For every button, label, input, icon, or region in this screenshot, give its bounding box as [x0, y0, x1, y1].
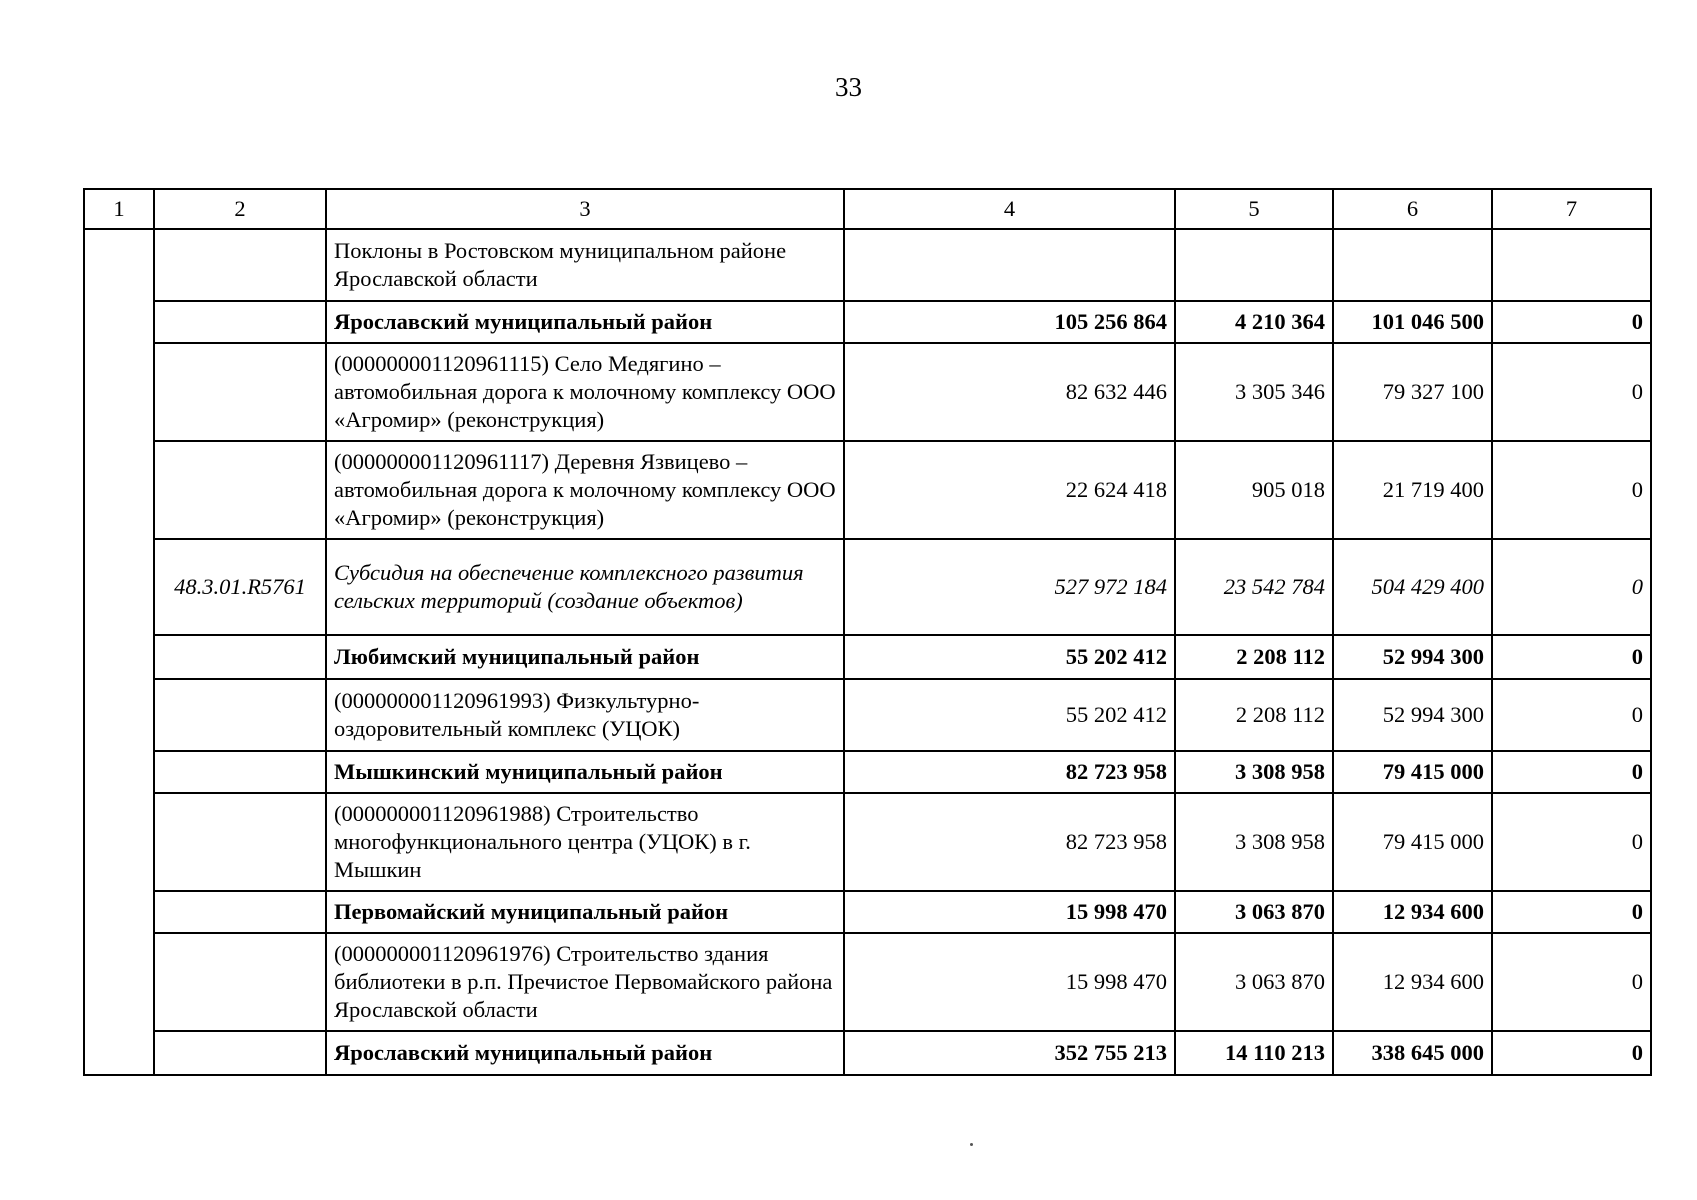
- row-number-cell: [84, 933, 154, 1031]
- amount-cell-col4: 527 972 184: [844, 539, 1175, 635]
- code-cell: [154, 635, 326, 679]
- description-cell: (000000001120961976) Строительство здания библиотеки в р.п. Пречистое Первомайского района Ярославской области: [326, 933, 844, 1031]
- table-row: [84, 229, 1651, 301]
- amount-cell-col6: 12 934 600: [1333, 891, 1492, 933]
- row-number-cell: [84, 539, 154, 635]
- amount-cell-col7: [1492, 229, 1651, 301]
- amount-cell-col6: 79 415 000: [1333, 793, 1492, 891]
- amount-cell-col4: 352 755 213: [844, 1031, 1175, 1075]
- description-cell: (000000001120961988) Строительство многофункционального центра (УЦОК) в г. Мышкин: [326, 793, 844, 891]
- amount-cell-col4: 22 624 418: [844, 441, 1175, 539]
- header-cell-5: 5: [1175, 189, 1333, 229]
- amount-cell-col7: 0: [1492, 635, 1651, 679]
- table-row: [84, 635, 1651, 679]
- row-number-cell: [84, 301, 154, 343]
- description-cell: (000000001120961117) Деревня Язвицево – автомобильная дорога к молочному комплексу ООО «Агромир» (реконструкция): [326, 441, 844, 539]
- description-cell: Поклоны в Ростовском муниципальном районе Ярославской области: [326, 229, 844, 301]
- table-row: [84, 933, 1651, 1031]
- amount-cell-col5: 3 305 346: [1175, 343, 1333, 441]
- table-row: [84, 1031, 1651, 1075]
- amount-cell-col6: 79 415 000: [1333, 751, 1492, 793]
- row-number-cell: [84, 793, 154, 891]
- code-cell: [154, 301, 326, 343]
- amount-cell-col4: 82 632 446: [844, 343, 1175, 441]
- table-row: [84, 679, 1651, 751]
- amount-cell-col5: [1175, 229, 1333, 301]
- table-row: [84, 751, 1651, 793]
- table-row: [84, 793, 1651, 891]
- table-row: [84, 891, 1651, 933]
- amount-cell-col6: 101 046 500: [1333, 301, 1492, 343]
- header-cell-2: 2: [154, 189, 326, 229]
- amount-cell-col6: 504 429 400: [1333, 539, 1492, 635]
- description-cell: (000000001120961993) Физкультурно-оздоровительный комплекс (УЦОК): [326, 679, 844, 751]
- amount-cell-col7: 0: [1492, 751, 1651, 793]
- code-cell: [154, 343, 326, 441]
- amount-cell-col4: [844, 229, 1175, 301]
- amount-cell-col7: 0: [1492, 793, 1651, 891]
- row-number-cell: [84, 751, 154, 793]
- description-cell: Ярославский муниципальный район: [326, 1031, 844, 1075]
- header-cell-4: 4: [844, 189, 1175, 229]
- amount-cell-col5: 23 542 784: [1175, 539, 1333, 635]
- code-cell: [154, 793, 326, 891]
- amount-cell-col7: 0: [1492, 1031, 1651, 1075]
- row-number-cell: [84, 891, 154, 933]
- row-number-cell: [84, 229, 154, 301]
- description-cell: Первомайский муниципальный район: [326, 891, 844, 933]
- amount-cell-col6: 52 994 300: [1333, 635, 1492, 679]
- header-cell-6: 6: [1333, 189, 1492, 229]
- code-cell: [154, 229, 326, 301]
- amount-cell-col6: 79 327 100: [1333, 343, 1492, 441]
- code-cell: [154, 441, 326, 539]
- code-cell: [154, 679, 326, 751]
- amount-cell-col5: 2 208 112: [1175, 679, 1333, 751]
- amount-cell-col5: 3 063 870: [1175, 933, 1333, 1031]
- header-cell-3: 3: [326, 189, 844, 229]
- row-number-cell: [84, 679, 154, 751]
- description-cell: Ярославский муниципальный район: [326, 301, 844, 343]
- description-cell: Мышкинский муниципальный район: [326, 751, 844, 793]
- table-header-row: [84, 189, 1651, 229]
- amount-cell-col4: 105 256 864: [844, 301, 1175, 343]
- row-number-cell: [84, 1031, 154, 1075]
- amount-cell-col7: 0: [1492, 441, 1651, 539]
- page-number: 33: [835, 72, 862, 102]
- amount-cell-col5: 3 308 958: [1175, 793, 1333, 891]
- amount-cell-col4: 15 998 470: [844, 891, 1175, 933]
- amount-cell-col7: 0: [1492, 679, 1651, 751]
- table-row: [84, 539, 1651, 635]
- amount-cell-col5: 3 308 958: [1175, 751, 1333, 793]
- amount-cell-col4: 15 998 470: [844, 933, 1175, 1031]
- row-number-cell: [84, 343, 154, 441]
- table-row: [84, 441, 1651, 539]
- amount-cell-col7: 0: [1492, 933, 1651, 1031]
- amount-cell-col4: 55 202 412: [844, 635, 1175, 679]
- table-row: [84, 343, 1651, 441]
- amount-cell-col5: 905 018: [1175, 441, 1333, 539]
- amount-cell-col5: 14 110 213: [1175, 1031, 1333, 1075]
- row-number-cell: [84, 635, 154, 679]
- table-row: [84, 301, 1651, 343]
- scan-speck: [970, 1143, 973, 1146]
- description-cell: Любимский муниципальный район: [326, 635, 844, 679]
- header-cell-7: 7: [1492, 189, 1651, 229]
- row-number-cell: [84, 441, 154, 539]
- code-cell: [154, 751, 326, 793]
- code-cell: [154, 1031, 326, 1075]
- amount-cell-col4: 55 202 412: [844, 679, 1175, 751]
- code-cell: 48.3.01.R5761: [154, 539, 326, 635]
- amount-cell-col4: 82 723 958: [844, 751, 1175, 793]
- amount-cell-col7: 0: [1492, 343, 1651, 441]
- amount-cell-col6: 338 645 000: [1333, 1031, 1492, 1075]
- amount-cell-col5: 3 063 870: [1175, 891, 1333, 933]
- amount-cell-col7: 0: [1492, 301, 1651, 343]
- description-cell: Субсидия на обеспечение комплексного развития сельских территорий (создание объектов): [326, 539, 844, 635]
- amount-cell-col6: [1333, 229, 1492, 301]
- amount-cell-col4: 82 723 958: [844, 793, 1175, 891]
- amount-cell-col7: 0: [1492, 539, 1651, 635]
- amount-cell-col7: 0: [1492, 891, 1651, 933]
- amount-cell-col6: 12 934 600: [1333, 933, 1492, 1031]
- amount-cell-col5: 2 208 112: [1175, 635, 1333, 679]
- header-cell-1: 1: [84, 189, 154, 229]
- budget-table: [83, 188, 1652, 1076]
- description-cell: (000000001120961115) Село Медягино – автомобильная дорога к молочному комплексу ООО «Агромир» (реконструкция): [326, 343, 844, 441]
- amount-cell-col6: 52 994 300: [1333, 679, 1492, 751]
- code-cell: [154, 933, 326, 1031]
- amount-cell-col5: 4 210 364: [1175, 301, 1333, 343]
- code-cell: [154, 891, 326, 933]
- amount-cell-col6: 21 719 400: [1333, 441, 1492, 539]
